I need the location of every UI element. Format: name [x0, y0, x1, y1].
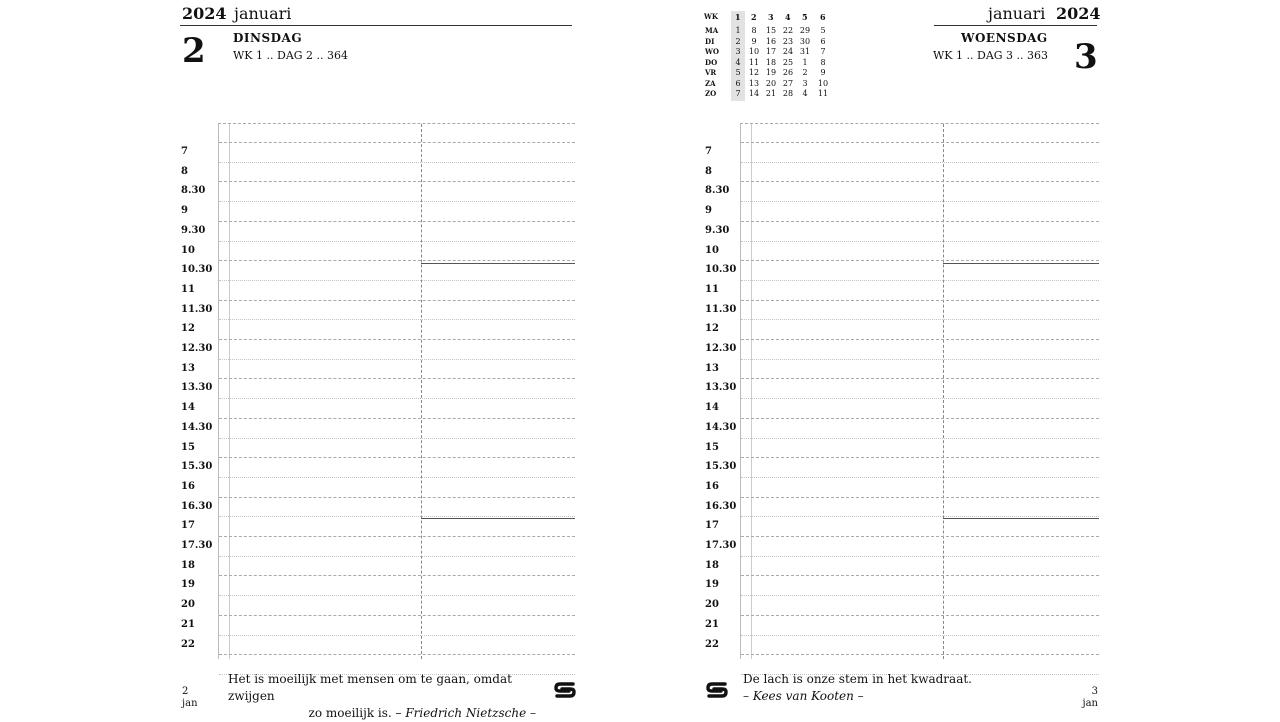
grid-line — [219, 221, 575, 222]
mini-calendar-date: 2 — [802, 68, 808, 77]
hour-label: 17.30 — [181, 540, 213, 551]
grid-accent-line — [943, 263, 1099, 264]
hour-label: 13 — [181, 362, 195, 374]
grid-line — [741, 300, 1099, 301]
hour-label: 16 — [181, 480, 195, 492]
mini-calendar-day-label: VR — [705, 68, 717, 77]
grid-line — [219, 575, 575, 576]
mini-calendar-week-number: 2 — [751, 12, 757, 22]
hour-label: 20 — [705, 599, 719, 611]
hour-label: 21 — [181, 618, 195, 630]
hour-label: 20 — [181, 599, 195, 611]
grid-line — [219, 300, 575, 301]
grid-line — [741, 457, 1099, 458]
mini-calendar-date: 28 — [782, 89, 794, 98]
mini-calendar-date: 4 — [802, 89, 808, 98]
mini-calendar-date: 8 — [820, 57, 826, 67]
grid-line — [741, 142, 1099, 143]
hour-label: 11.30 — [181, 303, 213, 315]
mini-calendar-date: 9 — [820, 68, 826, 77]
day-meta: WK 1 .. DAG 2 .. 364 — [233, 49, 349, 62]
grid-accent-line — [421, 518, 575, 519]
hour-label: 10 — [181, 244, 195, 256]
footer-month: jan — [1082, 698, 1098, 709]
mini-calendar-date: 3 — [735, 47, 741, 56]
quote-line-1: Het is moeilijk met mensen om te gaan, omdat zwijgen — [228, 672, 512, 703]
mini-calendar-date: 23 — [782, 36, 794, 46]
header-rule — [934, 25, 1097, 26]
grid-line — [741, 497, 1099, 498]
hour-label: 9.30 — [705, 224, 730, 236]
hour-label: 13.30 — [181, 382, 213, 394]
grid-line — [741, 221, 1099, 222]
grid-line — [219, 418, 575, 419]
grid-line — [219, 457, 575, 458]
footer-day-number: 3 — [1091, 686, 1098, 697]
grid-line — [741, 319, 1099, 320]
mini-calendar-date: 12 — [748, 68, 760, 77]
grid-line — [219, 556, 575, 557]
quote-author: Friedrich Nietzsche – — [405, 706, 536, 720]
hour-label: 8 — [705, 165, 712, 177]
day-name: WOENSDAG — [961, 31, 1048, 45]
mini-calendar-date: 17 — [765, 47, 777, 56]
header-rule — [180, 25, 572, 26]
footer-date — [182, 686, 198, 710]
grid-center-line — [943, 124, 944, 659]
mini-calendar-date: 10 — [817, 78, 829, 88]
hour-label: 17.30 — [705, 540, 737, 551]
grid-line — [219, 359, 575, 360]
mini-calendar-date: 29 — [799, 26, 811, 35]
grid-line — [219, 319, 575, 320]
day-number: 2 — [182, 31, 206, 71]
grid-line — [219, 477, 575, 478]
hour-label: 12.30 — [705, 343, 737, 354]
hour-label: 14.30 — [181, 421, 213, 433]
left-page — [180, 0, 574, 720]
mini-calendar-date: 1 — [735, 26, 741, 35]
grid-line — [741, 398, 1099, 399]
mini-calendar-date: 16 — [765, 36, 777, 46]
mini-calendar-wk-label: WK — [704, 12, 718, 21]
hour-label: 19 — [181, 579, 195, 591]
hour-label: 11 — [705, 283, 719, 295]
grid-line — [219, 497, 575, 498]
hour-label: 10.30 — [181, 264, 213, 276]
hour-label: 18 — [181, 559, 195, 571]
appointment-grid[interactable] — [218, 123, 575, 659]
footer-month: jan — [182, 698, 198, 709]
grid-line — [219, 260, 575, 261]
day-meta: WK 1 .. DAG 3 .. 363 — [933, 49, 1049, 62]
hour-label: 18 — [705, 559, 719, 571]
hour-label: 14 — [181, 402, 195, 414]
grid-line — [219, 536, 575, 537]
mini-calendar-date: 31 — [799, 47, 811, 56]
grid-accent-line — [421, 263, 575, 264]
mini-calendar-date: 5 — [820, 26, 826, 35]
mini-calendar-date: 7 — [820, 47, 826, 56]
mini-calendar-date: 22 — [782, 26, 794, 35]
grid-line — [741, 241, 1099, 242]
mini-calendar-date: 11 — [748, 57, 760, 67]
grid-line — [741, 556, 1099, 557]
hour-label: 19 — [705, 579, 719, 591]
grid-line — [741, 536, 1099, 537]
grid-line — [741, 418, 1099, 419]
mini-calendar-date: 19 — [765, 68, 777, 77]
mini-calendar-date: 1 — [802, 57, 808, 67]
mini-calendar-date: 18 — [765, 57, 777, 67]
footer-date — [1084, 686, 1098, 710]
hour-label: 17 — [705, 520, 719, 532]
grid-line — [741, 201, 1099, 202]
grid-center-line — [421, 124, 422, 659]
mini-calendar-date: 21 — [765, 89, 777, 98]
mini-calendar-date: 27 — [782, 78, 794, 88]
mini-calendar-date: 4 — [735, 57, 741, 67]
mini-calendar-week-number: 1 — [735, 12, 741, 22]
mini-calendar-day-label: MA — [705, 26, 719, 35]
grid-line — [741, 359, 1099, 360]
hour-label: 21 — [705, 618, 719, 630]
grid-line — [741, 280, 1099, 281]
hour-label: 11 — [181, 283, 195, 295]
mini-calendar-week-number: 5 — [802, 12, 808, 22]
footer-day-number: 2 — [182, 686, 189, 697]
right-page — [704, 0, 1101, 720]
hour-label: 13 — [705, 362, 719, 374]
quote-line-2 — [228, 705, 536, 722]
grid-line — [219, 241, 575, 242]
mini-calendar-week-number: 3 — [768, 12, 774, 22]
grid-line — [741, 181, 1099, 182]
mini-calendar-day-label: ZA — [705, 78, 716, 88]
quote-author: – Kees van Kooten – — [743, 689, 864, 703]
grid-line — [741, 654, 1099, 655]
s-logo-icon — [706, 680, 728, 700]
grid-line — [219, 635, 575, 636]
hour-label: 15 — [181, 441, 195, 453]
hour-label: 22 — [705, 638, 719, 650]
grid-margin-line — [751, 124, 752, 659]
header-year: 2024 — [1056, 4, 1101, 23]
hour-label: 8 — [181, 165, 188, 177]
hour-label: 9.30 — [181, 224, 206, 236]
hour-label: 16.30 — [181, 500, 213, 512]
grid-line — [219, 339, 575, 340]
mini-calendar-date: 20 — [765, 78, 777, 88]
grid-line — [741, 378, 1099, 379]
hour-label: 17 — [181, 520, 195, 532]
hour-label: 14 — [705, 402, 719, 414]
grid-accent-line — [943, 518, 1099, 519]
mini-calendar-day-label: WO — [705, 47, 719, 56]
mini-calendar-date: 26 — [782, 68, 794, 77]
header-month: januari — [988, 4, 1046, 23]
hour-label: 22 — [181, 638, 195, 650]
s-logo-icon — [554, 680, 576, 700]
mini-calendar-date: 8 — [751, 26, 757, 35]
mini-calendar-date: 15 — [765, 26, 777, 35]
day-name: DINSDAG — [233, 31, 303, 45]
hour-label: 7 — [181, 146, 188, 157]
grid-margin-line — [229, 124, 230, 659]
grid-line — [741, 575, 1099, 576]
mini-calendar-day-label: DI — [705, 36, 715, 46]
grid-line — [741, 438, 1099, 439]
mini-calendar-day-label: DO — [705, 57, 718, 67]
mini-calendar-date: 25 — [782, 57, 794, 67]
grid-line — [741, 595, 1099, 596]
mini-calendar-week-number: 6 — [820, 12, 826, 22]
hour-label: 11.30 — [705, 303, 737, 315]
grid-line — [741, 260, 1099, 261]
hour-label: 14.30 — [705, 421, 737, 433]
mini-calendar-week-number: 4 — [785, 12, 791, 22]
grid-line — [219, 438, 575, 439]
mini-calendar-date: 30 — [799, 36, 811, 46]
grid-line — [741, 477, 1099, 478]
hour-label: 10.30 — [705, 264, 737, 276]
grid-line — [741, 635, 1099, 636]
hour-label: 15.30 — [181, 461, 213, 473]
grid-line — [741, 162, 1099, 163]
mini-calendar-date: 24 — [782, 47, 794, 56]
hour-label: 13.30 — [705, 382, 737, 394]
daily-quote — [228, 671, 536, 722]
grid-line — [219, 654, 575, 655]
appointment-grid[interactable] — [740, 123, 1099, 659]
hour-label: 12.30 — [181, 343, 213, 354]
grid-line — [219, 142, 575, 143]
hour-label: 12 — [181, 323, 195, 335]
mini-calendar-date: 3 — [802, 78, 808, 88]
daily-quote — [743, 671, 1043, 705]
mini-calendar-date: 10 — [748, 47, 760, 56]
mini-calendar-date: 5 — [735, 68, 741, 77]
mini-calendar-date: 6 — [820, 36, 826, 46]
hour-label: 16.30 — [705, 500, 737, 512]
grid-line — [741, 339, 1099, 340]
hour-label: 8.30 — [181, 185, 206, 197]
quote-line-1: De lach is onze stem in het kwadraat. — [743, 672, 972, 686]
hour-label: 8.30 — [705, 185, 730, 197]
grid-line — [219, 398, 575, 399]
mini-calendar-date: 14 — [748, 89, 760, 98]
hour-label: 16 — [705, 480, 719, 492]
mini-calendar-date: 11 — [817, 89, 829, 98]
mini-calendar-day-label: ZO — [705, 89, 717, 98]
quote-text-end: zo moeilijk is. – — [308, 706, 402, 720]
grid-line — [219, 280, 575, 281]
mini-calendar-date: 13 — [748, 78, 760, 88]
grid-line — [219, 595, 575, 596]
hour-label: 9 — [705, 205, 712, 217]
day-number: 3 — [1074, 37, 1098, 77]
mini-calendar-date: 6 — [735, 78, 741, 88]
mini-calendar-date: 7 — [735, 89, 741, 98]
hour-label: 7 — [705, 146, 712, 157]
header-year: 2024 — [182, 4, 227, 23]
hour-label: 9 — [181, 205, 188, 217]
hour-label: 15 — [705, 441, 719, 453]
mini-calendar-date: 2 — [735, 36, 741, 46]
hour-label: 12 — [705, 323, 719, 335]
hour-label: 15.30 — [705, 461, 737, 473]
grid-line — [219, 162, 575, 163]
grid-line — [741, 615, 1099, 616]
grid-line — [219, 615, 575, 616]
grid-line — [219, 181, 575, 182]
mini-calendar-date: 9 — [751, 36, 757, 46]
header-month: januari — [234, 4, 292, 23]
grid-line — [219, 378, 575, 379]
grid-line — [219, 201, 575, 202]
hour-label: 10 — [705, 244, 719, 256]
